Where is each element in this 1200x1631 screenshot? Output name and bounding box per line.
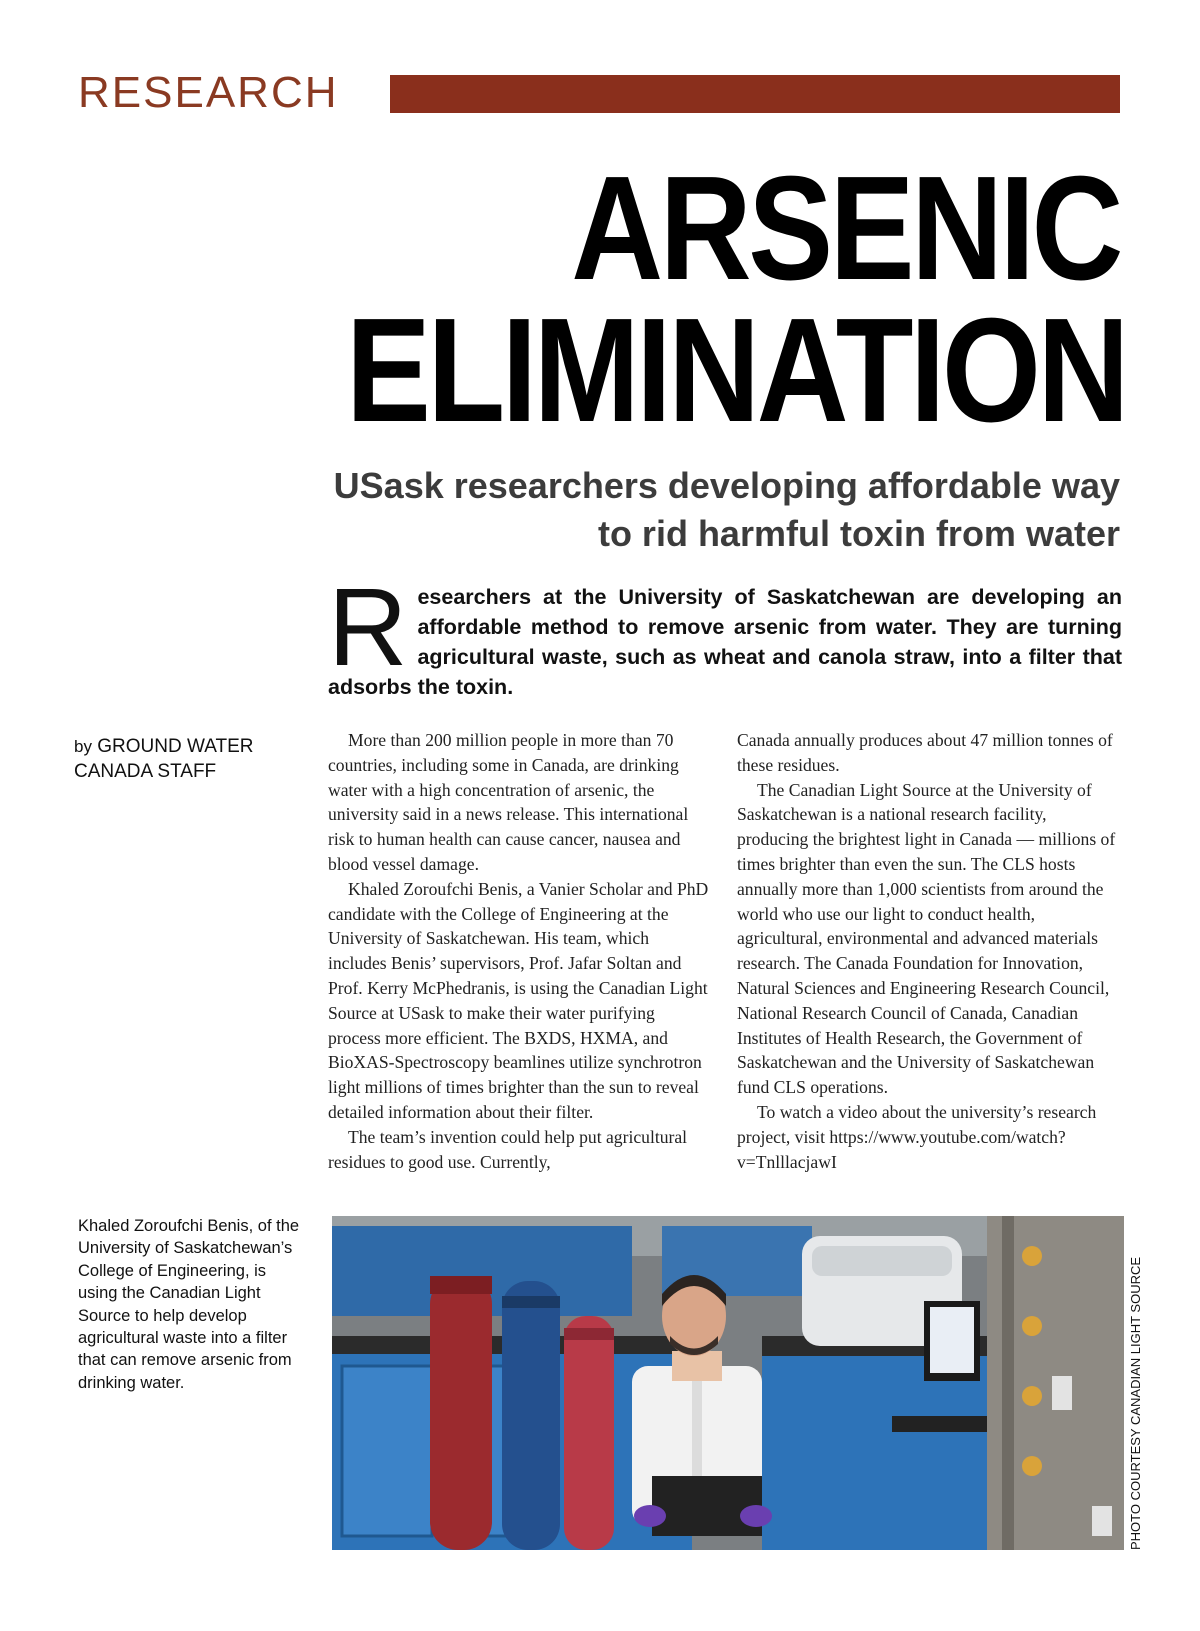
subheadline-line-1: USask researchers developing affordable way — [333, 465, 1120, 506]
body-paragraph: Khaled Zoroufchi Benis, a Vanier Scholar and PhD candidate with the College of Engineering at the University of Saskatchewan. His team, which includes Benis’ supervisors, Prof. Jafar Soltan and Prof. Kerry McPhedranis, is using the Canadian Light Source at USask to make their water purifying process more efficient. The BXDS, HXMA, and BioXAS-Spectroscopy beamlines utilize synchrotron light millions of times brighter than the sun to reveal detailed information about their filter. — [328, 878, 709, 1122]
byline-author: GROUND WATER CANADA STAFF — [74, 736, 254, 782]
section-label: RESEARCH — [78, 68, 339, 117]
section-accent-bar — [390, 75, 1120, 113]
headline-line-2: ELIMINATION — [346, 288, 1126, 453]
body-paragraph: More than 200 million people in more than 70 countries, including some in Canada, are drinking water with a high concentration of arsenic, the university said in a news release. This international risk to human health can cause cancer, nausea and blood vessel damage. — [328, 730, 689, 874]
drop-cap: R — [328, 566, 408, 689]
byline — [74, 734, 304, 784]
subheadline-line-2: to rid harmful toxin from water — [597, 513, 1120, 554]
body-paragraph: Canada annually produces about 47 million tonnes of these residues. — [737, 730, 1113, 775]
body-column-1 — [328, 728, 711, 1174]
lede-paragraph — [328, 566, 1122, 702]
body-paragraph: To watch a video about the university’s research project, visit https://www.youtube.com/watch?v=TnlllacjawI — [737, 1101, 1097, 1172]
byline-prefix: by — [74, 737, 92, 756]
photo-credit-text: PHOTO COURTESY CANADIAN LIGHT SOURCE — [1128, 1256, 1143, 1550]
lede-text: esearchers at the University of Saskatchewan are developing an affordable method to remove arsenic from water. They are turning agricultural waste, such as wheat and canola straw, into a filter that adsorbs the toxin. — [328, 585, 1122, 699]
subheadline — [200, 462, 1120, 558]
photo-credit — [1128, 1228, 1144, 1550]
lab-photo-illustration — [332, 1216, 1124, 1550]
lab-photo — [332, 1216, 1124, 1550]
headline — [346, 146, 1126, 453]
body-paragraph: The Canadian Light Source at the University of Saskatchewan is a national research facility, producing the brightest light in Canada — millions of times brighter than even the sun. The CLS hosts annually more than 1,000 scientists from around the world who use our light to conduct health, agricultural, environmental and advanced materials research. The Canada Foundation for Innovation, Natural Sciences and Engineering Research Council, National Research Council of Canada, Canadian Institutes of Health Research, the Government of Saskatchewan and the University of Saskatchewan fund CLS operations. — [737, 779, 1116, 1098]
photo-caption: Khaled Zoroufchi Benis, of the University of Saskatchewan’s College of Engineering, is using the Canadian Light Source to help develop agricultural waste into a filter that can remove arsenic from drinking water. — [78, 1217, 300, 1392]
body-column-2 — [737, 728, 1120, 1174]
headline-line-1: ARSENIC — [571, 146, 1120, 311]
body-paragraph: The team’s invention could help put agricultural residues to good use. Currently, — [328, 1126, 688, 1172]
